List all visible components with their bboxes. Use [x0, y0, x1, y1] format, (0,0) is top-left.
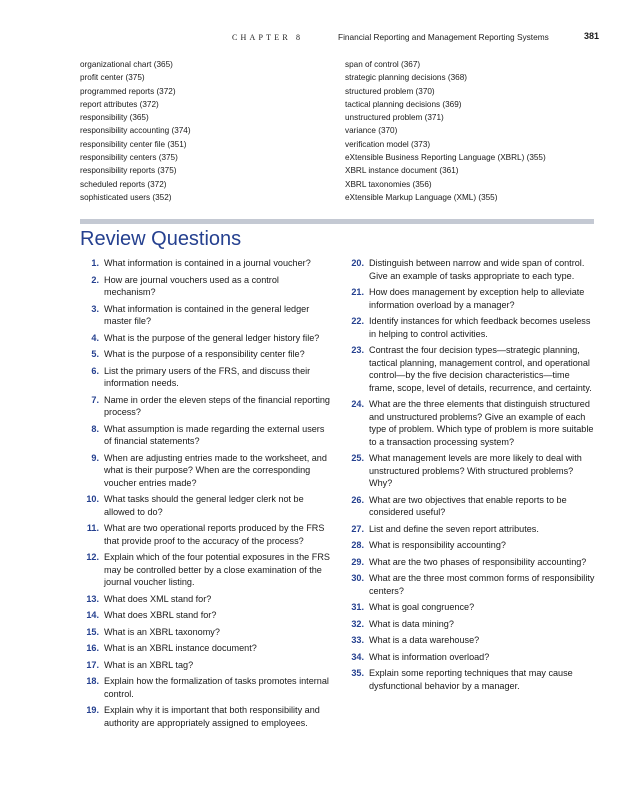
key-term: responsibility reports (375) [80, 166, 177, 176]
question-item [345, 286, 597, 311]
question-number: 30. [351, 573, 364, 583]
question-item [345, 523, 597, 536]
question-text: How does management by exception help to alleviate information overload by a manager? [369, 287, 585, 310]
question-item [80, 348, 332, 361]
key-term: XBRL instance document (361) [345, 166, 459, 176]
question-text: What tasks should the general ledger clerk not be allowed to do? [104, 494, 304, 517]
question-item [345, 494, 597, 519]
question-number: 22. [351, 316, 364, 326]
question-number: 11. [86, 523, 99, 533]
question-number: 12. [86, 552, 99, 562]
question-text: What is an XBRL tag? [104, 659, 194, 670]
question-item [345, 601, 597, 614]
question-number: 17. [86, 659, 99, 670]
question-number: 16. [86, 643, 99, 653]
question-text: Explain some reporting techniques that may cause dysfunctional behavior by a manager. [369, 668, 573, 691]
question-number: 24. [351, 399, 364, 409]
question-item [345, 452, 597, 490]
question-text: Explain which of the four potential exposures in the FRS may be controlled better by a close examination of the journal voucher listing. [104, 552, 330, 587]
question-text: What does XML stand for? [104, 593, 212, 604]
question-item [80, 642, 332, 655]
key-term: span of control (367) [345, 60, 421, 69]
question-item [80, 423, 332, 448]
question-text: What are the two phases of responsibility accounting? [369, 556, 587, 567]
key-term: report attributes (372) [80, 99, 159, 109]
question-number: 32. [351, 618, 364, 629]
question-text: What is an XBRL taxonomy? [104, 626, 220, 637]
question-number: 8. [91, 423, 99, 434]
question-number: 6. [91, 365, 99, 376]
key-term: eXtensible Markup Language (XML) (355) [345, 192, 498, 202]
question-item [345, 667, 597, 692]
question-item [80, 394, 332, 419]
question-text: What is the purpose of a responsibility center file? [104, 349, 305, 359]
key-terms-right-column [345, 58, 546, 204]
question-text: List the primary users of the FRS, and discuss their information needs. [104, 365, 311, 388]
page-number: 381 [584, 31, 600, 41]
question-number: 33. [351, 635, 364, 645]
question-item [80, 593, 332, 606]
key-term: organizational chart (365) [80, 60, 173, 69]
questions-right-column [345, 257, 597, 696]
question-number: 31. [351, 602, 364, 612]
question-item [345, 315, 597, 340]
key-term: responsibility center file (351) [80, 139, 187, 149]
question-item [80, 452, 332, 490]
question-item [345, 539, 597, 552]
question-number: 19. [86, 705, 99, 715]
question-text: Distinguish between narrow and wide span of control. Give an example of tasks appropriate to each type. [369, 258, 585, 281]
question-item [80, 704, 332, 729]
question-item [345, 556, 597, 569]
question-number: 35. [351, 668, 364, 678]
question-item [345, 634, 597, 647]
running-header [0, 31, 639, 45]
key-term: tactical planning decisions (369) [345, 99, 462, 109]
key-term: XBRL taxonomies (356) [345, 179, 432, 189]
question-text: What are two operational reports produced by the FRS that provide proof to the accuracy of the process? [104, 523, 325, 546]
question-item [345, 344, 597, 394]
question-text: What information is contained in a journal voucher? [104, 258, 311, 268]
question-item [80, 659, 332, 672]
section-heading: Review Questions [80, 228, 242, 250]
question-item [345, 257, 597, 282]
question-text: Contrast the four decision types—strategic planning, tactical planning, management control, and operational control—by the five decision characteristics—time frame, scope, level of details, recurrence, and certainty. [369, 345, 592, 393]
question-text: What is the purpose of the general ledger history file? [104, 332, 320, 343]
question-number: 14. [86, 610, 99, 620]
question-item [80, 365, 332, 390]
question-item [80, 522, 332, 547]
question-number: 2. [91, 274, 99, 285]
question-text: What is data mining? [369, 618, 454, 629]
question-item [80, 551, 332, 589]
question-text: How are journal vouchers used as a control mechanism? [104, 274, 279, 297]
question-text: What are the three elements that distinguish structured and unstructured problems? Give an example of each type of problem. Which type of problem is more suitable to a transaction processing system? [369, 399, 594, 447]
questions-left-column [80, 257, 332, 733]
key-term: unstructured problem (371) [345, 113, 444, 123]
key-term: programmed reports (372) [80, 86, 176, 96]
question-text: What are the three most common forms of responsibility centers? [369, 573, 595, 596]
question-number: 28. [351, 540, 364, 550]
key-term: profit center (375) [80, 73, 145, 83]
question-number: 29. [351, 556, 364, 567]
question-text: What is goal congruence? [369, 602, 475, 612]
question-item [80, 626, 332, 639]
question-number: 5. [91, 349, 99, 359]
question-number: 7. [91, 394, 99, 405]
key-term: eXtensible Business Reporting Language (XBRL) (355) [345, 153, 546, 163]
section-divider [80, 219, 594, 224]
question-text: Explain why it is important that both responsibility and authority are appropriately assigned to employees. [104, 705, 320, 728]
question-text: Identify instances for which feedback becomes useless in helping to control activities. [369, 316, 591, 339]
question-text: What is a data warehouse? [369, 635, 480, 645]
question-text: Name in order the eleven steps of the financial reporting process? [104, 394, 330, 417]
question-item [345, 398, 597, 448]
question-number: 25. [351, 453, 364, 463]
question-number: 15. [86, 626, 99, 637]
question-number: 27. [351, 523, 364, 534]
question-item [80, 332, 332, 345]
question-item [345, 572, 597, 597]
question-item [80, 609, 332, 622]
question-text: What assumption is made regarding the external users of financial statements? [104, 423, 325, 446]
question-item [345, 618, 597, 631]
question-number: 4. [91, 332, 99, 343]
question-number: 26. [351, 494, 364, 505]
question-text: What is information overload? [369, 651, 490, 662]
question-number: 3. [91, 303, 99, 314]
key-term: responsibility centers (375) [80, 153, 178, 163]
question-number: 23. [351, 345, 364, 355]
question-text: When are adjusting entries made to the worksheet, and what is their purpose? When are the corresponding voucher entries made? [104, 452, 327, 488]
question-item [345, 651, 597, 664]
question-number: 18. [86, 676, 99, 686]
question-number: 9. [91, 452, 99, 463]
question-text: What are two objectives that enable reports to be considered useful? [369, 494, 567, 517]
question-item [80, 493, 332, 518]
question-item [80, 303, 332, 328]
chapter-label: CHAPTER 8 [232, 33, 304, 42]
question-item [80, 675, 332, 700]
key-term: verification model (373) [345, 139, 431, 149]
question-number: 20. [351, 258, 364, 268]
key-term: responsibility (365) [80, 113, 149, 123]
question-number: 21. [351, 287, 364, 297]
key-term: variance (370) [345, 126, 398, 136]
key-term: responsibility accounting (374) [80, 126, 191, 136]
question-item [80, 257, 332, 270]
question-text: List and define the seven report attributes. [369, 523, 539, 534]
question-number: 1. [91, 258, 99, 268]
question-number: 34. [351, 651, 364, 662]
key-terms-left-column [80, 58, 191, 204]
question-text: What does XBRL stand for? [104, 610, 217, 620]
key-term: scheduled reports (372) [80, 179, 167, 189]
question-text: What is an XBRL instance document? [104, 643, 257, 653]
chapter-title: Financial Reporting and Management Reporting Systems [338, 32, 549, 42]
question-number: 10. [86, 494, 99, 504]
question-text: What information is contained in the general ledger master file? [104, 303, 310, 326]
key-term: sophisticated users (352) [80, 192, 172, 202]
key-term: structured problem (370) [345, 86, 435, 96]
question-text: What is responsibility accounting? [369, 540, 506, 550]
question-number: 13. [86, 593, 99, 604]
question-item [80, 274, 332, 299]
question-text: What management levels are more likely to deal with unstructured problems? With structured problems? Why? [369, 453, 582, 488]
key-term: strategic planning decisions (368) [345, 73, 467, 83]
question-text: Explain how the formalization of tasks promotes internal control. [104, 676, 329, 699]
